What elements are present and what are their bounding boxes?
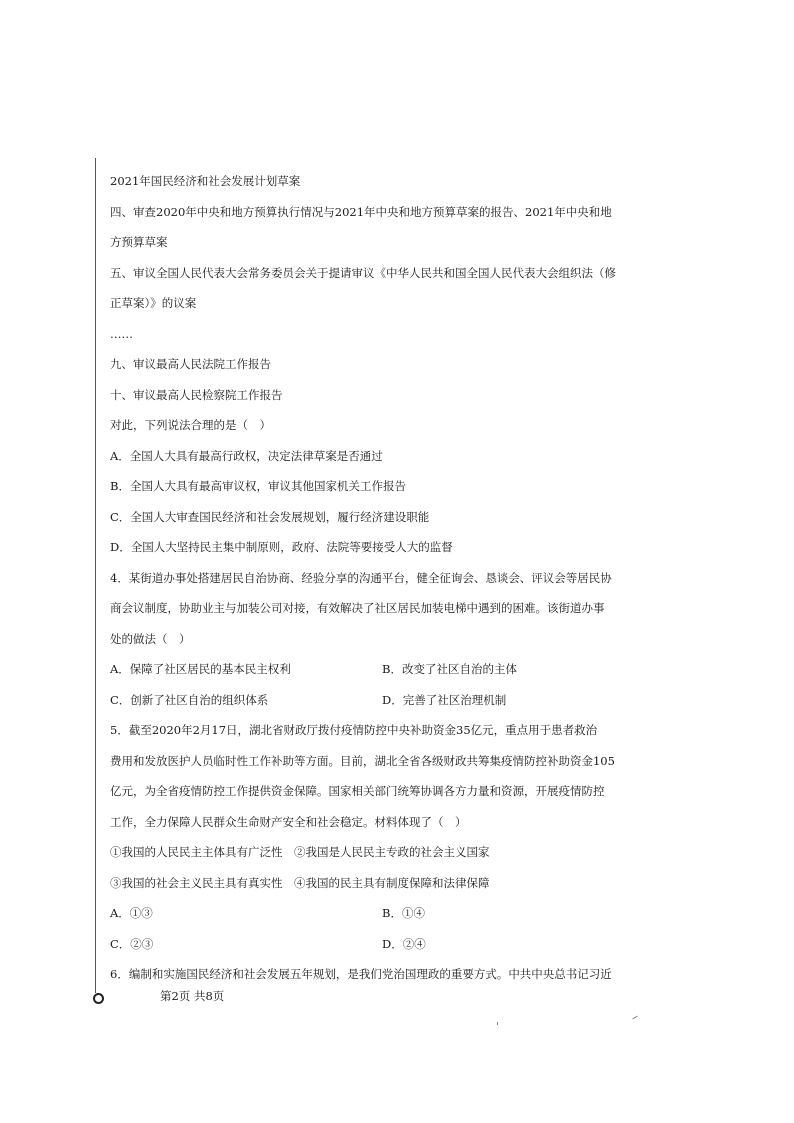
binding-margin-line [95,158,96,993]
text-line: 五、审议全国人民代表大会常务委员会关于提请审议《中华人民共和国全国人民代表大会组织法（修 [110,265,616,280]
question-5-options-row [110,929,630,960]
option-c: C．全国人大审查国民经济和社会发展规划，履行经济建设职能 [110,509,430,524]
option-a: A．①③ [110,906,153,920]
scan-speck [632,1016,638,1020]
text-line: 方预算草案 [110,235,168,249]
question-content [110,166,630,990]
statement-line: ①我国的人民民主主体具有广泛性 ②我国是人民民主专政的社会主义国家 [110,845,490,859]
text-line: 四、审查2020年中央和地方预算执行情况与2021年中央和地方预算草案的报告、2021年中央和地 [110,204,612,219]
question-4-text: 4．某街道办事处搭建居民自治协商、经验分享的沟通平台，健全征询会、恳谈会、评议会等居民协 [110,570,612,585]
question-5-text: 5．截至2020年2月17日，湖北省财政厅拨付疫情防控中央补助资金35亿元，重点用于患者救治 [110,723,598,737]
option-b: B．①④ [382,906,425,920]
question-4-options-row [110,654,630,685]
question-6-text: 6．编制和实施国民经济和社会发展五年规划，是我们党治国理政的重要方式。中共中央总书记习近 [110,967,612,981]
question-stem: 对此，下列说法合理的是（ ） [110,418,271,432]
option-d: D．完善了社区治理机制 [382,692,507,707]
option-b: B．全国人大具有最高审议权，审议其他国家机关工作报告 [110,479,406,493]
statement-line: ③我国的社会主义民主具有真实性 ④我国的民主具有制度保障和法律保障 [110,875,490,890]
question-5-text: 工作，全力保障人民群众生命财产安全和社会稳定。材料体现了（ ） [110,814,467,829]
text-line: 十、审议最高人民检察院工作报告 [110,387,283,402]
option-c: C．创新了社区自治的组织体系 [110,692,269,707]
question-4-text: 商会议制度，协助业主与加装公司对接，有效解决了社区居民加装电梯中遇到的困难。该街道办事 [110,601,605,615]
option-b: B．改变了社区自治的主体 [382,662,517,676]
text-line: 正草案）》的议案 [110,296,197,310]
option-d: D．全国人大坚持民主集中制原则，政府、法院等要接受人大的监督 [110,540,453,554]
text-line: 2021年国民经济和社会发展计划草案 [110,174,301,188]
scan-speck [497,1022,498,1025]
ellipsis-line: …… [110,326,133,341]
text-line: 九、审议最高人民法院工作报告 [110,357,271,371]
question-4-text: 处的做法（ ） [110,631,191,646]
option-c: C．②③ [110,936,154,951]
question-4-options-row [110,685,630,716]
question-5-options-row [110,898,630,929]
page-footer: 第2页 共8页 [160,989,225,1003]
option-a: A．全国人大具有最高行政权，决定法律草案是否通过 [110,448,383,463]
option-a: A．保障了社区居民的基本民主权利 [110,662,291,676]
question-5-text: 亿元，为全省疫情防控工作提供资金保障。国家相关部门统筹协调各方力量和资源，开展疫情防控 [110,784,605,798]
option-d: D．②④ [382,936,426,951]
binder-hole-mark [93,993,104,1004]
question-5-text: 费用和发放医护人员临时性工作补助等方面。目前，湖北全省各级财政共筹集疫情防控补助资金105 [110,753,615,768]
